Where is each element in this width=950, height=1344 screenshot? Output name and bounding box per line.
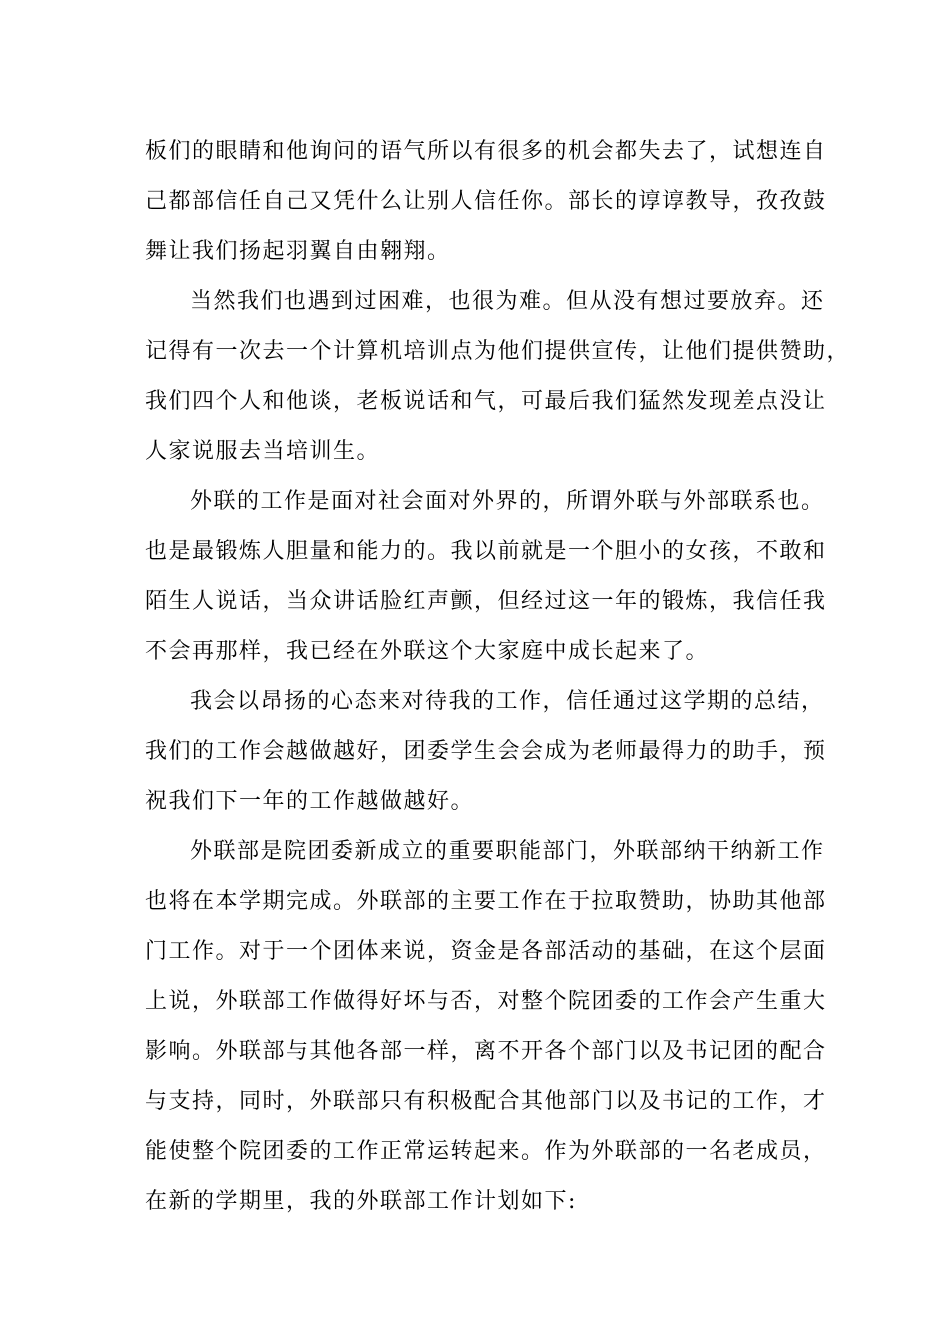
text-line-13: 我们的工作会越做越好，团委学生会会成为老师最得力的助手，预 bbox=[145, 739, 827, 764]
text-line-1: 板们的眼睛和他询问的语气所以有很多的机会都失去了，试想连自 bbox=[145, 139, 827, 164]
text-line-2: 己都部信任自己又凭什么让别人信任你。部长的谆谆教导，孜孜鼓 bbox=[145, 189, 827, 214]
paragraph-start-line: 外联的工作是面对社会面对外界的，所谓外联与外部联系也。 bbox=[190, 489, 825, 514]
text-line-3: 舞让我们扬起羽翼自由翱翔。 bbox=[145, 239, 451, 264]
text-line-21: 能使整个院团委的工作正常运转起来。作为外联部的一名老成员， bbox=[145, 1139, 827, 1164]
text-line-10: 陌生人说话，当众讲话脸红声颤，但经过这一年的锻炼，我信任我 bbox=[145, 589, 827, 614]
text-line-9: 也是最锻炼人胆量和能力的。我以前就是一个胆小的女孩，不敢和 bbox=[145, 539, 827, 564]
text-line-11: 不会再那样，我已经在外联这个大家庭中成长起来了。 bbox=[145, 639, 710, 664]
paragraph-start-line: 外联部是院团委新成立的重要职能部门，外联部纳干纳新工作 bbox=[190, 839, 825, 864]
text-line-14: 祝我们下一年的工作越做越好。 bbox=[145, 789, 475, 814]
text-line-16: 也将在本学期完成。外联部的主要工作在于拉取赞助，协助其他部 bbox=[145, 889, 827, 914]
text-line-18: 上说，外联部工作做得好坏与否，对整个院团委的工作会产生重大 bbox=[145, 989, 827, 1014]
text-line-6: 我们四个人和他谈，老板说话和气，可最后我们猛然发现差点没让 bbox=[145, 389, 827, 414]
paragraph-start-line: 我会以昂扬的心态来对待我的工作，信任通过这学期的总结， bbox=[190, 689, 825, 714]
text-line-7: 人家说服去当培训生。 bbox=[145, 439, 381, 464]
text-line-17: 门工作。对于一个团体来说，资金是各部活动的基础，在这个层面 bbox=[145, 939, 827, 964]
text-line-22: 在新的学期里，我的外联部工作计划如下: bbox=[145, 1189, 577, 1214]
text-line-5: 记得有一次去一个计算机培训点为他们提供宣传，让他们提供赞助， bbox=[145, 339, 851, 364]
text-line-20: 与支持，同时，外联部只有积极配合其他部门以及书记的工作，才 bbox=[145, 1089, 827, 1114]
paragraph-start-line: 当然我们也遇到过困难，也很为难。但从没有想过要放弃。还 bbox=[190, 289, 825, 314]
text-line-19: 影响。外联部与其他各部一样，离不开各个部门以及书记团的配合 bbox=[145, 1039, 827, 1064]
